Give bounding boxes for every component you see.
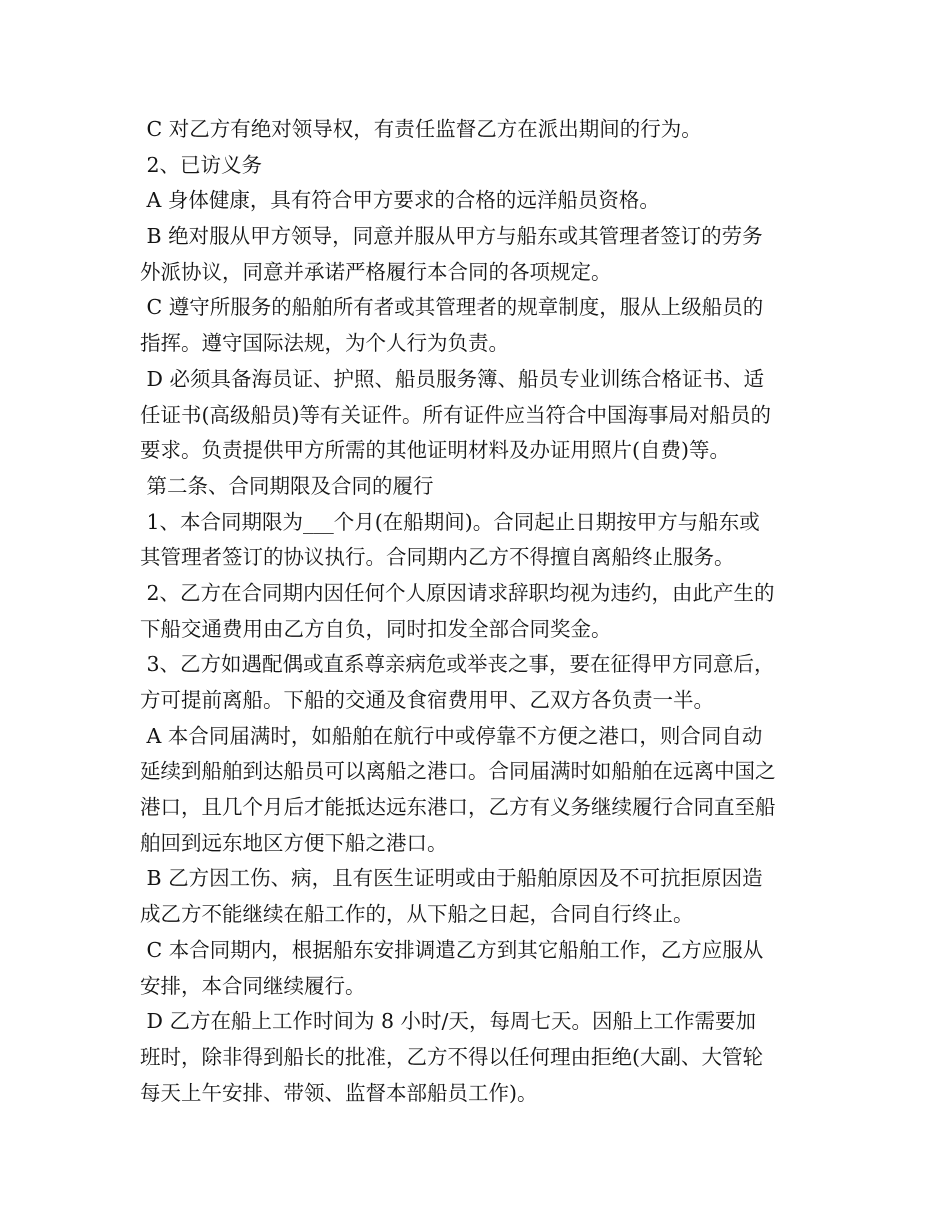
text-line: B 绝对服从甲方领导，同意并服从甲方与船东或其管理者签订的劳务 [140, 224, 763, 249]
text-line: 安排，本合同继续履行。 [140, 973, 366, 998]
article-heading: 第二条、合同期限及合同的履行 [140, 473, 434, 498]
text-line: 指挥。遵守国际法规，为个人行为负责。 [140, 331, 509, 356]
text-line: 外派协议，同意并承诺严格履行本合同的各项规定。 [140, 259, 612, 284]
text-line: B 乙方因工伤、病，且有医生证明或由于船舶原因及不可抗拒原因造 [140, 866, 763, 891]
text-line: A 本合同届满时，如船舶在航行中或停靠不方便之港口，则合同自动 [140, 723, 763, 748]
text-line: D 必须具备海员证、护照、船员服务簿、船员专业训练合格证书、适 [140, 366, 764, 391]
section-heading: 2、已访义务 [140, 152, 263, 177]
text-line: C 对乙方有绝对领导权，有责任监督乙方在派出期间的行为。 [140, 117, 702, 141]
text-line: 任证书(高级船员)等有关证件。所有证件应当符合中国海事局对船员的 [140, 402, 771, 427]
text-line: 港口，且几个月后才能抵达远东港口，乙方有义务继续履行合同直至船 [140, 795, 776, 820]
text-line: C 本合同期内，根据船东安排调遣乙方到其它船舶工作，乙方应服从 [140, 937, 764, 962]
text-line: 成乙方不能继续在船工作的，从下船之日起，合同自行终止。 [140, 902, 694, 927]
text-line: 班时，除非得到船长的批准，乙方不得以任何理由拒绝(大副、大管轮 [140, 1044, 763, 1069]
text-line: 2、乙方在合同期内因任何个人原因请求辞职均视为违约，由此产生的 [140, 580, 775, 605]
text-line: 3、乙方如遇配偶或直系尊亲病危或举丧之事，要在征得甲方同意后， [140, 652, 775, 677]
text-line: 1、本合同期限为___个月(在船期间)。合同起止日期按甲方与船东或 [140, 509, 760, 534]
document-body [140, 112, 820, 1111]
text-line: 方可提前离船。下船的交通及食宿费用甲、乙双方各负责一半。 [140, 688, 714, 712]
text-line: 其管理者签订的协议执行。合同期内乙方不得擅自离船终止服务。 [140, 545, 735, 570]
text-line: 延续到船舶到达船员可以离船之港口。合同届满时如船舶在远离中国之 [140, 759, 776, 784]
text-line: 要求。负责提供甲方所需的其他证明材料及办证用照片(自费)等。 [140, 438, 730, 463]
text-line: 每天上午安排、带领、监督本部船员工作)。 [140, 1080, 538, 1105]
text-line: C 遵守所服务的船舶所有者或其管理者的规章制度，服从上级船员的 [140, 295, 764, 320]
text-line: 下船交通费用由乙方自负，同时扣发全部合同奖金。 [140, 616, 612, 641]
text-line: 舶回到远东地区方便下船之港口。 [140, 830, 448, 855]
text-line: D 乙方在船上工作时间为 8 小时/天，每周七天。因船上工作需要加 [140, 1009, 756, 1034]
text-line: A 身体健康，具有符合甲方要求的合格的远洋船员资格。 [140, 188, 660, 213]
